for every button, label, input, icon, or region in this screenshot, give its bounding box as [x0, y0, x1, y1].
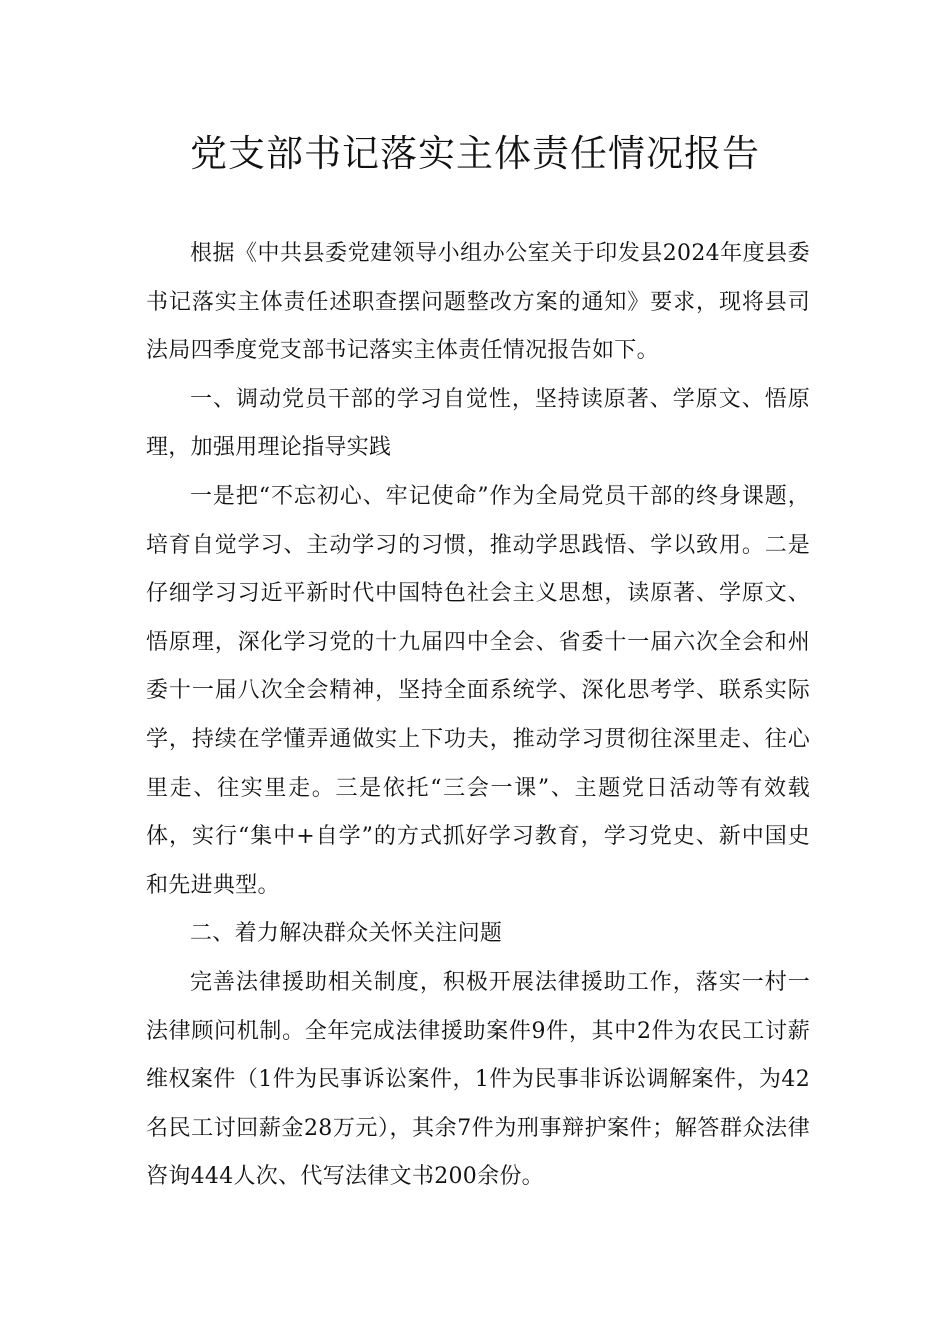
paragraph-intro: 根据《中共县委党建领导小组办公室关于印发县2024年度县委书记落实主体责任述职查摆问题整改方案的通知》要求，现将县司法局四季度党支部书记落实主体责任情况报告如下。	[146, 241, 810, 364]
document-body	[146, 230, 810, 1202]
page-title: 党支部书记落实主体责任情况报告	[190, 132, 760, 175]
paragraph-legal-aid: 完善法律援助相关制度，积极开展法律援助工作，落实一村一法律顾问机制。全年完成法律援助案件9件，其中2件为农民工讨薪维权案件（1件为民事诉讼案件，1件为民事非诉讼调解案件，为42名民工讨回薪金28万元），其余7件为刑事辩护案件；解答群众法律咨询444人次、代写法律文书200余份。	[146, 969, 810, 1190]
section-heading-2: 二、着力解决群众关怀关注问题	[190, 921, 503, 947]
paragraph-study: 一是把“不忘初心、牢记使命”作为全局党员干部的终身课题，培育自觉学习、主动学习的习惯，推动学思践悟、学以致用。二是仔细学习习近平新时代中国特色社会主义思想，读原著、学原文、悟原理，深化学习党的十九届四中全会、省委十一届六次全会和州委十一届八次全会精神，坚持全面系统学、深化思考学、联系实际学，持续在学懂弄通做实上下功夫，推动学习贯彻往深里走、往心里走、往实里走。三是依托“三会一课”、主题党日活动等有效载体，实行“集中+自学”的方式抓好学习教育，学习党史、新中国史和先进典型。	[146, 483, 810, 898]
section-heading-1: 一、调动党员干部的学习自觉性，坚持读原著、学原文、悟原理，加强用理论指导实践	[146, 386, 810, 461]
